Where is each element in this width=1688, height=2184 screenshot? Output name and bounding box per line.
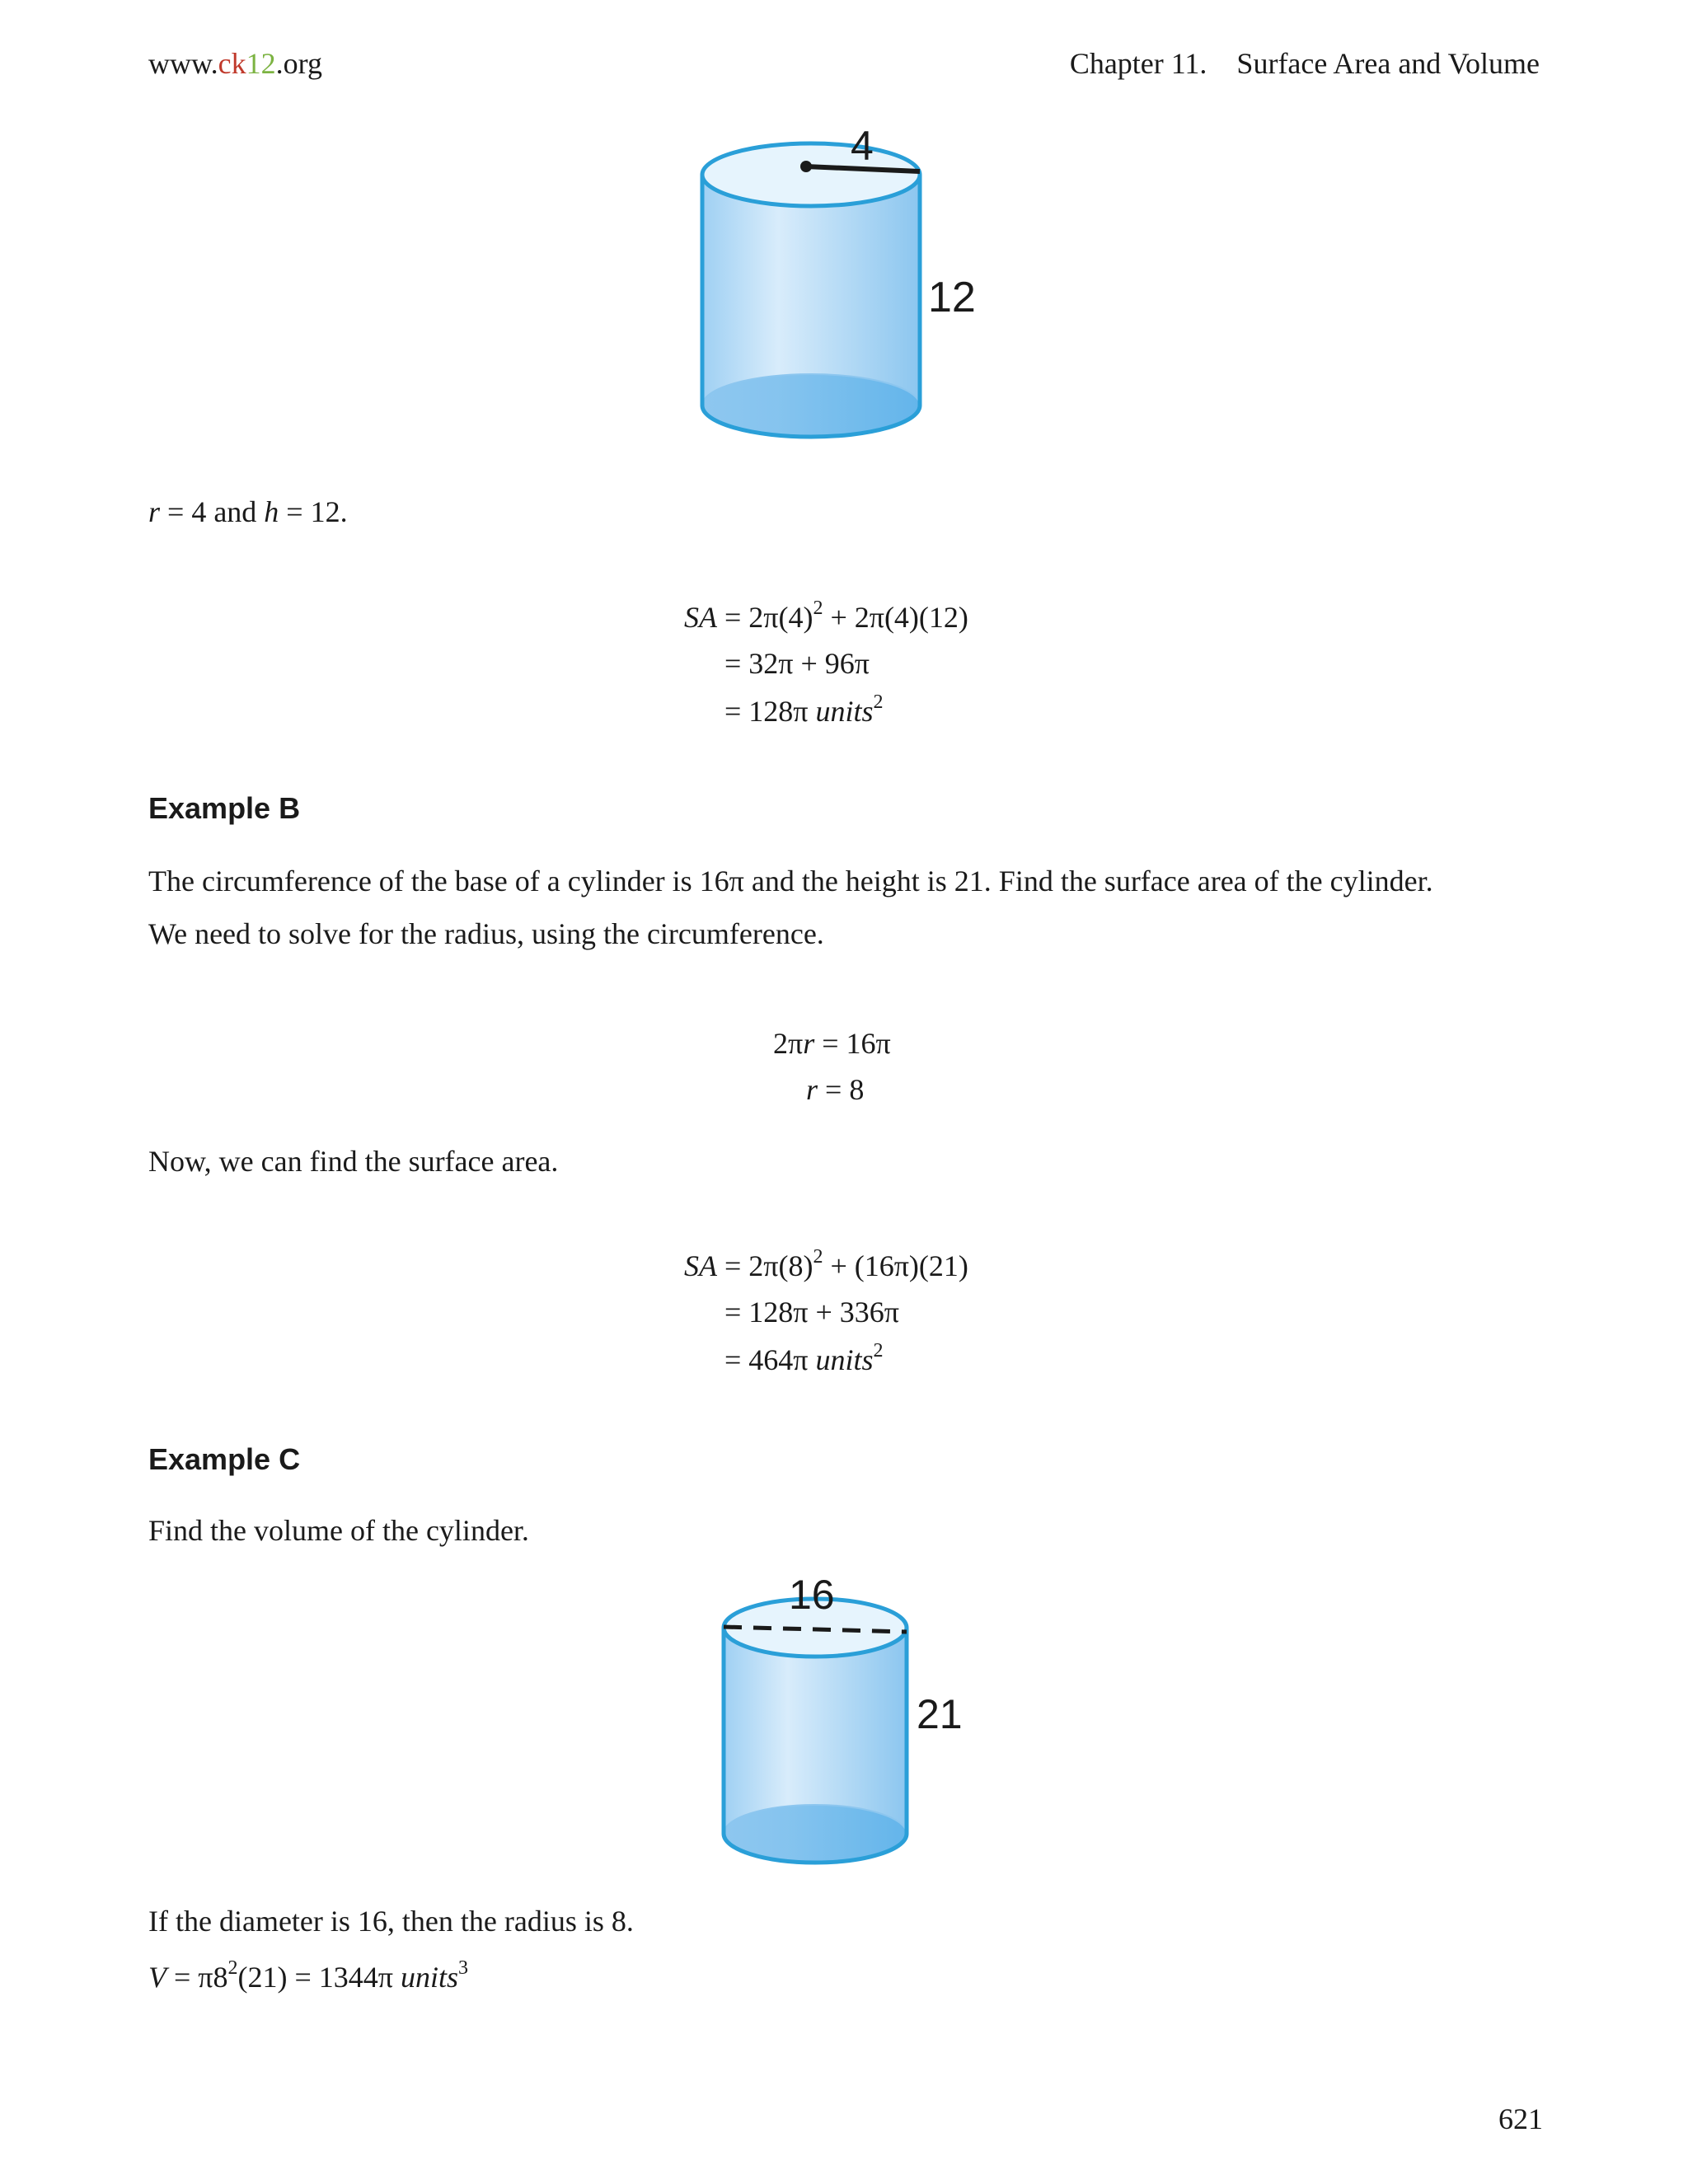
eq-b2-r: r bbox=[806, 1073, 818, 1106]
given-text-2: = 12. bbox=[279, 495, 348, 528]
center-point bbox=[800, 161, 812, 172]
eq-b2-line-2: = 128π + 336π bbox=[724, 1296, 899, 1329]
url-suffix: .org bbox=[275, 47, 322, 80]
vol-a: = π8 bbox=[166, 1961, 228, 1994]
eq-b3-sup: 2 bbox=[813, 1246, 823, 1268]
eq-b5-units: units bbox=[815, 1343, 874, 1376]
vol-b: (21) = 1344π bbox=[237, 1961, 401, 1994]
eq-a3-value: = 128π bbox=[724, 695, 816, 728]
height-label-2: 21 bbox=[917, 1691, 963, 1737]
eq-b1-line-2 bbox=[806, 1072, 864, 1107]
eq-b5-value: = 464π bbox=[724, 1343, 816, 1376]
eq-b2-line-3 bbox=[724, 1340, 884, 1377]
vol-sup3: 3 bbox=[457, 1957, 468, 1979]
url-ck: ck bbox=[218, 47, 246, 80]
cylinder-figure-1 bbox=[676, 115, 1022, 462]
example-b-problem: The circumference of the base of a cylinder is 16π and the height is 21. Find the surface area of the cylinder. bbox=[148, 865, 1433, 898]
eq-a-line-3 bbox=[724, 691, 884, 729]
height-label: 12 bbox=[928, 274, 976, 321]
eq-b1-r: r bbox=[803, 1027, 815, 1060]
diameter-label: 16 bbox=[789, 1572, 835, 1618]
cylinder-figure-2 bbox=[709, 1566, 989, 1879]
eq-a3-units: units bbox=[815, 695, 874, 728]
example-c-heading: Example C bbox=[148, 1442, 301, 1476]
url-12: 12 bbox=[246, 47, 276, 80]
example-b-heading: Example B bbox=[148, 791, 301, 825]
eq-b2-line-1 bbox=[684, 1246, 968, 1283]
cylinder-top-face bbox=[702, 143, 920, 206]
chapter-title: Chapter 11. Surface Area and Volume bbox=[1069, 47, 1540, 80]
volume-equation bbox=[148, 1957, 468, 1995]
radius-label: 4 bbox=[851, 123, 874, 169]
example-c-step-1: If the diameter is 16, then the radius is 8. bbox=[148, 1905, 634, 1938]
eq-b1-a: 2π bbox=[773, 1027, 804, 1060]
eq-b3-rhs-b: + (16π)(21) bbox=[823, 1249, 968, 1282]
eq-a-line-2: = 32π + 96π bbox=[724, 647, 870, 680]
given-values bbox=[148, 494, 348, 530]
eq-b1-line-1 bbox=[773, 1026, 891, 1061]
eq-a-rhs-b: + 2π(4)(12) bbox=[823, 601, 968, 634]
site-url[interactable] bbox=[148, 46, 322, 81]
eq-b1-b: = 16π bbox=[814, 1027, 891, 1060]
url-prefix: www. bbox=[148, 47, 218, 80]
example-c-problem: Find the volume of the cylinder. bbox=[148, 1514, 529, 1547]
vol-sup: 2 bbox=[227, 1957, 238, 1979]
eq-b3-rhs-a: = 2π(8) bbox=[717, 1249, 814, 1282]
example-b-step-2: Now, we can find the surface area. bbox=[148, 1145, 559, 1178]
example-b-step-1: We need to solve for the radius, using the circumference. bbox=[148, 917, 824, 950]
eq-a-lhs: SA bbox=[684, 601, 717, 634]
page-number: 621 bbox=[1498, 2102, 1543, 2135]
var-v: V bbox=[148, 1961, 166, 1994]
vol-units: units bbox=[400, 1961, 458, 1994]
eq-a3-sup: 2 bbox=[873, 691, 884, 713]
eq-a-sup: 2 bbox=[813, 598, 823, 619]
eq-b5-sup: 2 bbox=[873, 1340, 884, 1361]
var-r: r bbox=[148, 495, 161, 528]
eq-a-rhs-a: = 2π(4) bbox=[717, 601, 814, 634]
var-h: h bbox=[264, 495, 279, 528]
eq-b3-lhs: SA bbox=[684, 1249, 717, 1282]
eq-a-line-1 bbox=[684, 600, 968, 635]
given-text-1: = 4 and bbox=[160, 495, 265, 528]
eq-b2-b: = 8 bbox=[818, 1073, 865, 1106]
